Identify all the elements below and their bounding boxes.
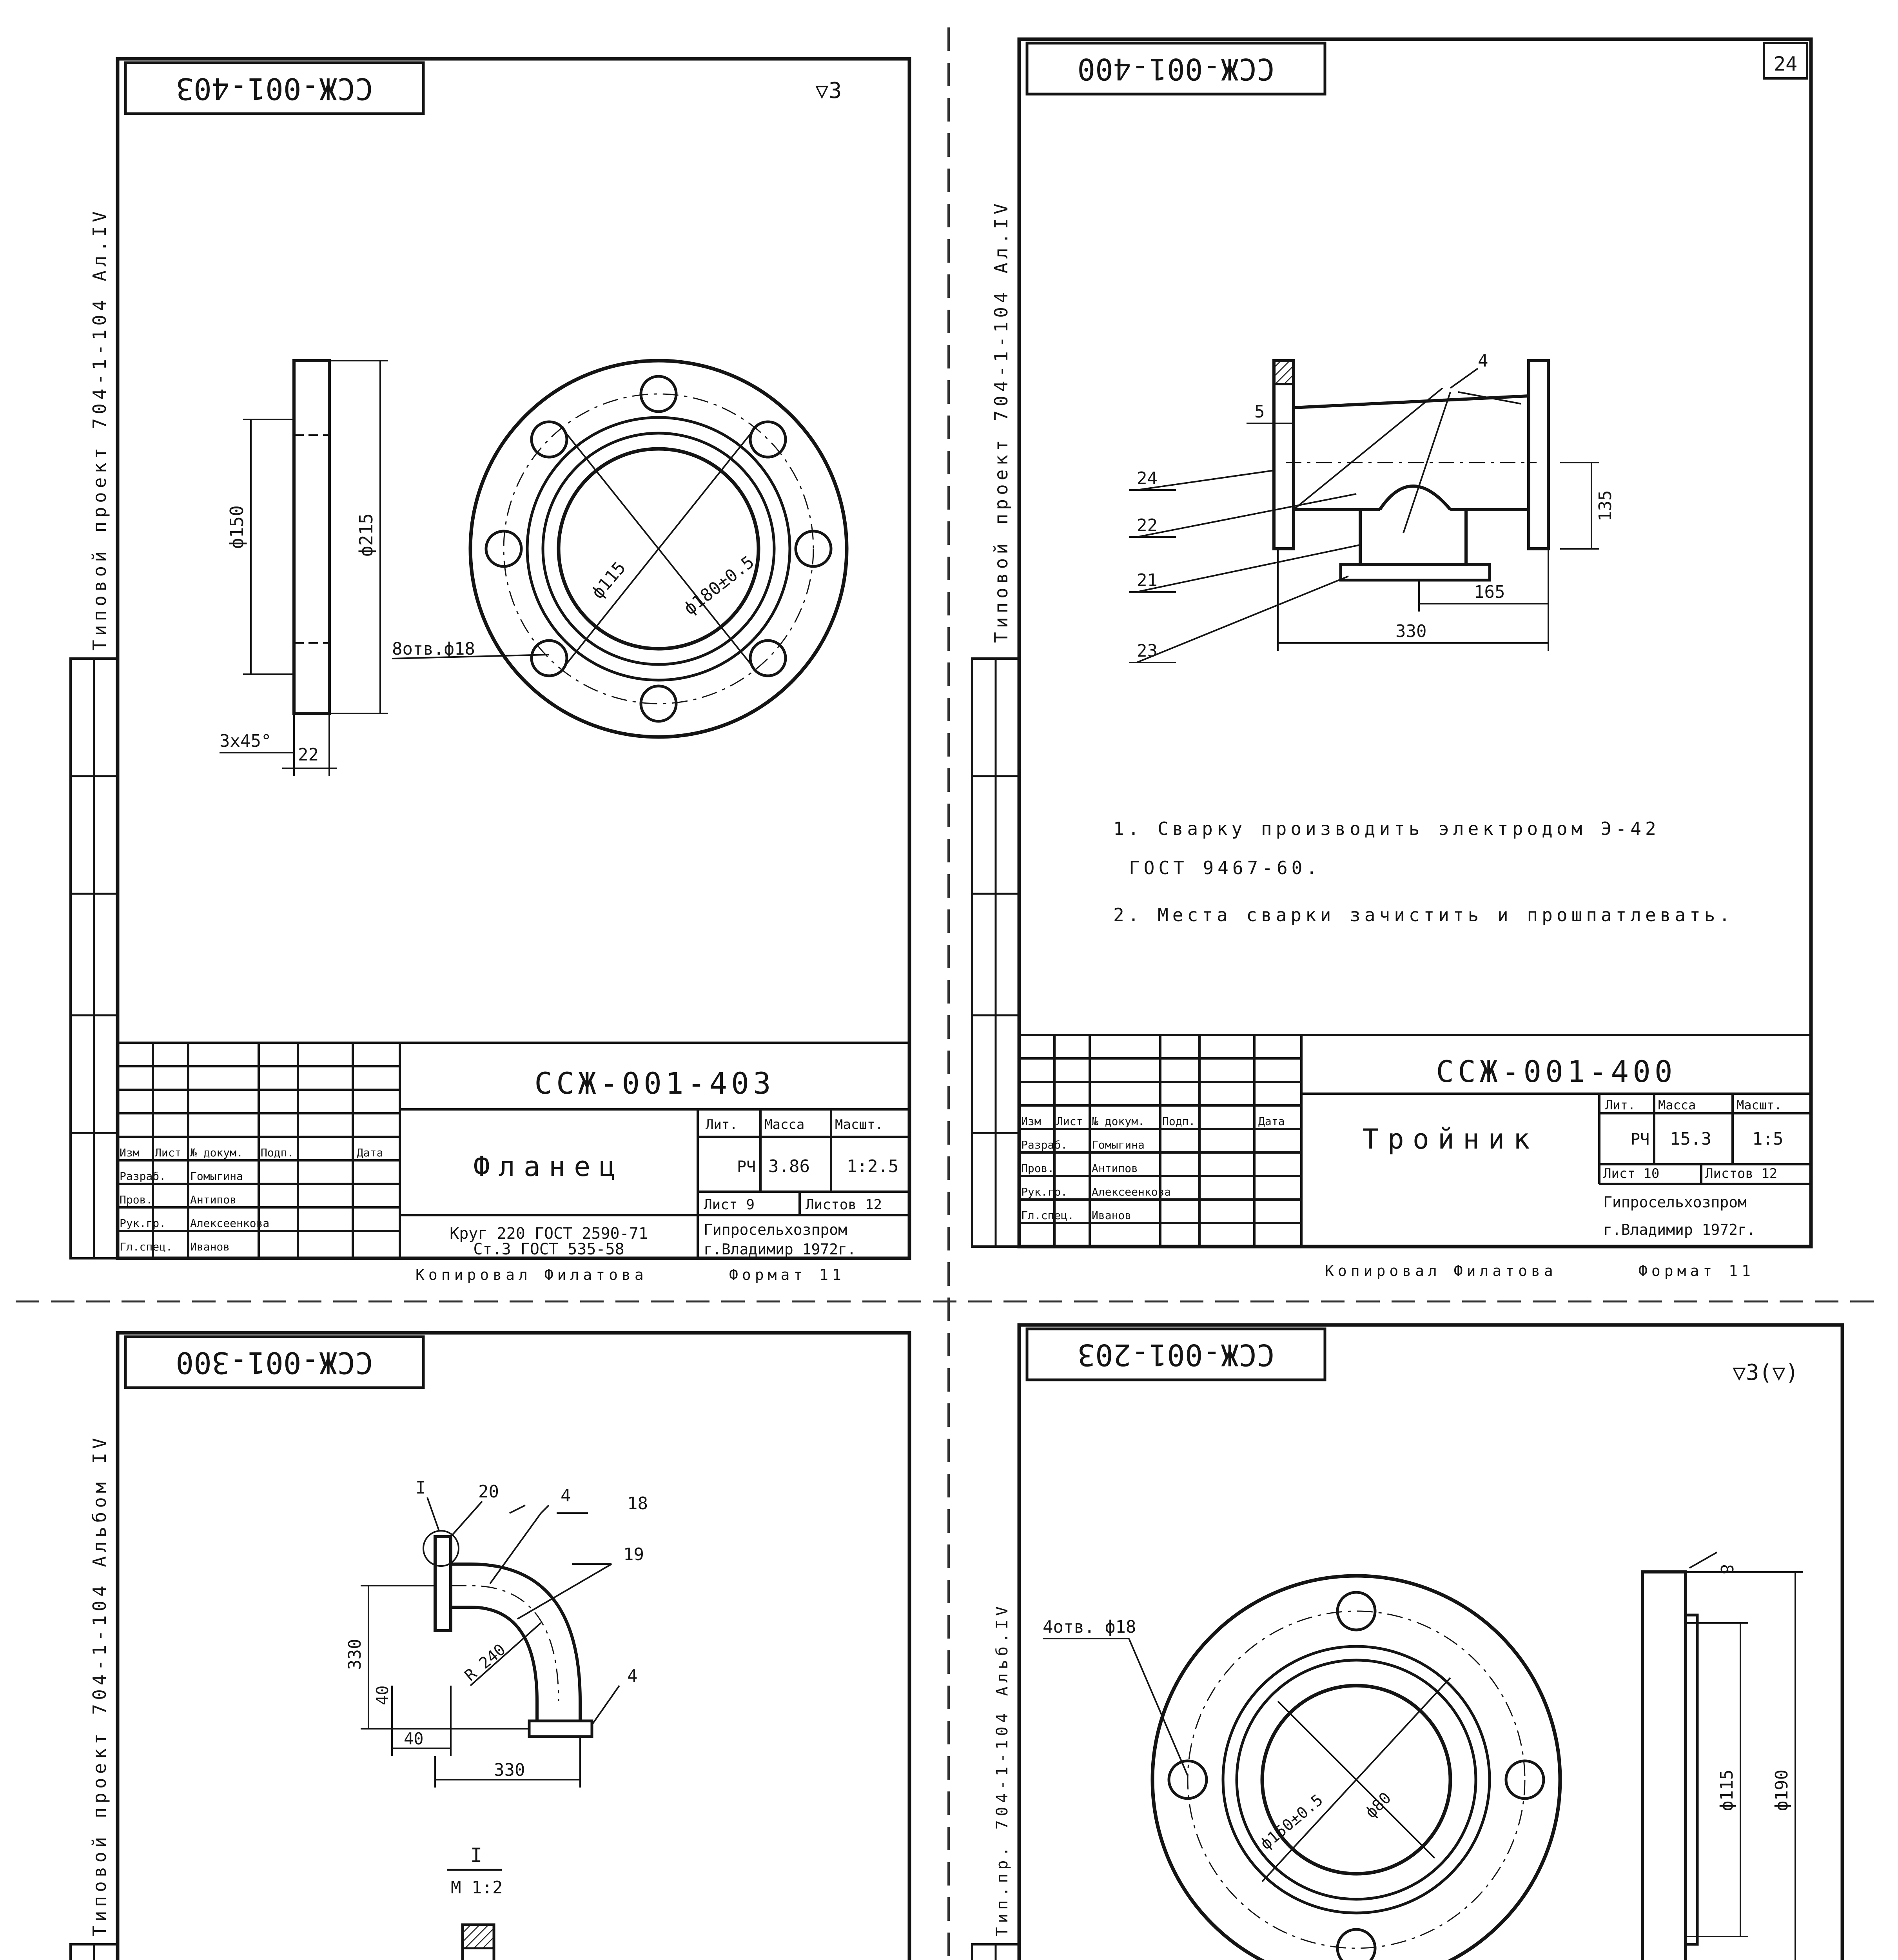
dim-d330: 330 (1395, 621, 1427, 641)
dim-thickness: 22 (298, 745, 319, 765)
mirror-code: ССЖ-001-403 (176, 71, 373, 106)
weld-mark: 4 (1478, 351, 1488, 371)
dim-d150: ф150 (226, 505, 247, 549)
tb-scale-head: Масшт. (1737, 1098, 1782, 1112)
tb-material-top: Круг 220 ГОСТ 2590-71 (450, 1225, 648, 1243)
tb-person-1: Гомыгина (190, 1170, 243, 1183)
weld-mark-bottom: 4 (627, 1666, 638, 1686)
dim-t8: 8 (1717, 1564, 1737, 1575)
part-19: 19 (623, 1544, 644, 1564)
mirror-code: ССЖ-001-400 (1077, 52, 1275, 87)
format-label: Формат 11 (729, 1266, 845, 1283)
dim-d190: ф190 (1772, 1769, 1792, 1811)
side-project-text: Тип.пр. 704-1-104 Альб.IV (993, 1602, 1011, 1936)
mirror-code: ССЖ-001-300 (176, 1345, 373, 1380)
detail-title: I (470, 1844, 483, 1867)
tb-code: ССЖ-001-400 (1436, 1054, 1677, 1089)
tb-name: Тройник (1362, 1123, 1539, 1155)
tb-mass-head: Масса (764, 1117, 805, 1132)
dim-40-b: 40 (404, 1729, 424, 1748)
dim-chamfer: 3х45° (220, 731, 272, 751)
tb-lit-head: Лит. (1605, 1098, 1636, 1112)
tb-name: Фланец (473, 1151, 624, 1183)
tb-role-2: Пров. (1021, 1162, 1054, 1175)
part-18: 18 (627, 1494, 648, 1514)
dim-d180: ф180±0.5 (680, 552, 758, 619)
tb-head-list: Лист (155, 1146, 181, 1159)
tb-material-bottom: Ст.3 ГОСТ 535-58 (473, 1240, 624, 1258)
dim-radius: R 240 (461, 1641, 509, 1685)
tb-role-3: Рук.гр. (120, 1217, 166, 1230)
tb-head-date: Дата (1258, 1115, 1285, 1128)
dim-d135: 135 (1595, 490, 1615, 521)
dim-d5: 5 (1254, 402, 1265, 422)
tb-sheet-no: Лист 10 (1603, 1166, 1660, 1181)
tb-head-izm: Изм (120, 1146, 140, 1159)
tb-head-izm: Изм (1021, 1115, 1041, 1128)
tb-person-3: Алексеенкова (190, 1217, 270, 1230)
tb-code: ССЖ-001-403 (534, 1066, 775, 1101)
note-1b: ГОСТ 9467-60. (1129, 857, 1321, 878)
dim-holes: 4отв. ф18 (1043, 1617, 1136, 1637)
tb-head-list: Лист (1056, 1115, 1083, 1128)
roughness-mark: ▽3(▽) (1733, 1360, 1799, 1385)
format-label: Формат 11 (1639, 1262, 1755, 1279)
tb-head-doc: № докум. (1092, 1115, 1145, 1128)
dim-330-horizontal: 330 (494, 1760, 525, 1780)
tb-role-3: Рук.гр. (1021, 1185, 1068, 1198)
dim-40-a: 40 (373, 1685, 392, 1705)
tb-role-1: Разраб. (1021, 1138, 1068, 1151)
tb-city: г.Владимир 1972г. (704, 1241, 856, 1258)
tb-role-1: Разраб. (120, 1170, 166, 1183)
note-1: 1. Сварку производить электродом Э-42 (1113, 818, 1660, 839)
tb-person-2: Антипов (1092, 1162, 1138, 1175)
tb-city: г.Владимир 1972г. (1603, 1221, 1756, 1238)
tb-scale: 1:5 (1752, 1129, 1784, 1149)
tb-head-sign: Подп. (1162, 1115, 1196, 1128)
tb-role-2: Пров. (120, 1193, 153, 1206)
part-21: 21 (1137, 570, 1158, 590)
tb-sheets-total: Листов 12 (806, 1197, 882, 1213)
part-23: 23 (1137, 641, 1158, 661)
dim-d115: ф115 (1717, 1769, 1737, 1811)
tb-person-4: Иванов (1092, 1209, 1132, 1222)
tb-person-4: Иванов (190, 1240, 230, 1253)
tb-person-3: Алексеенкова (1092, 1185, 1171, 1198)
tb-role-4: Гл.спец. (1021, 1209, 1074, 1222)
tb-org: Гипросельхозпром (1603, 1194, 1747, 1211)
tb-sheets-total: Листов 12 (1705, 1166, 1778, 1181)
mirror-code: ССЖ-001-203 (1077, 1338, 1275, 1372)
tb-mass-head: Масса (1658, 1098, 1696, 1112)
tb-lit-head: Лит. (706, 1117, 738, 1132)
tb-lit: РЧ (1631, 1131, 1650, 1149)
tb-person-1: Гомыгина (1092, 1138, 1145, 1151)
part-22: 22 (1137, 515, 1158, 535)
tb-scale-head: Масшт. (835, 1117, 883, 1132)
tb-mass: 15.3 (1670, 1129, 1711, 1149)
dim-holes: 8отв.ф18 (392, 639, 475, 659)
side-project-text: Типовой проект 704-1-104 Ал.IV (991, 200, 1012, 643)
copied-by: Копировал Филатова (416, 1266, 648, 1283)
tb-person-2: Антипов (190, 1193, 237, 1206)
dim-d80: ф80 (1362, 1789, 1395, 1822)
roughness-mark: ▽3 (815, 78, 842, 103)
sheet-corner-number: 24 (1774, 53, 1798, 75)
note-2: 2. Места сварки зачистить и прошпатлевать. (1113, 904, 1734, 926)
copied-by: Копировал Филатова (1325, 1262, 1557, 1279)
tb-head-doc: № докум. (190, 1146, 243, 1159)
weld-mark-top: 4 (561, 1486, 571, 1506)
part-20: 20 (478, 1482, 499, 1502)
tb-lit: РЧ (737, 1158, 756, 1176)
dim-d115: ф115 (588, 558, 630, 603)
tb-head-date: Дата (357, 1146, 383, 1159)
side-project-text: Типовой проект 704-1-104 Ал.IV (89, 207, 110, 651)
detail-scale: М 1:2 (451, 1878, 503, 1898)
part-I: I (416, 1478, 426, 1498)
dim-330-vertical: 330 (345, 1639, 365, 1670)
side-project-text: Типовой проект 704-1-104 Альбом IV (89, 1434, 110, 1936)
tb-org: Гипросельхозпром (704, 1221, 847, 1238)
tb-mass: 3.86 (768, 1156, 810, 1176)
dim-d215: ф215 (356, 513, 377, 557)
dim-d150: ф150±0.5 (1257, 1791, 1327, 1853)
dim-d165: 165 (1474, 582, 1505, 602)
tb-role-4: Гл.спец. (120, 1240, 172, 1253)
tb-scale: 1:2.5 (847, 1156, 899, 1176)
tb-sheet-no: Лист 9 (704, 1197, 755, 1213)
tb-head-sign: Подп. (261, 1146, 294, 1159)
part-24: 24 (1137, 468, 1158, 488)
